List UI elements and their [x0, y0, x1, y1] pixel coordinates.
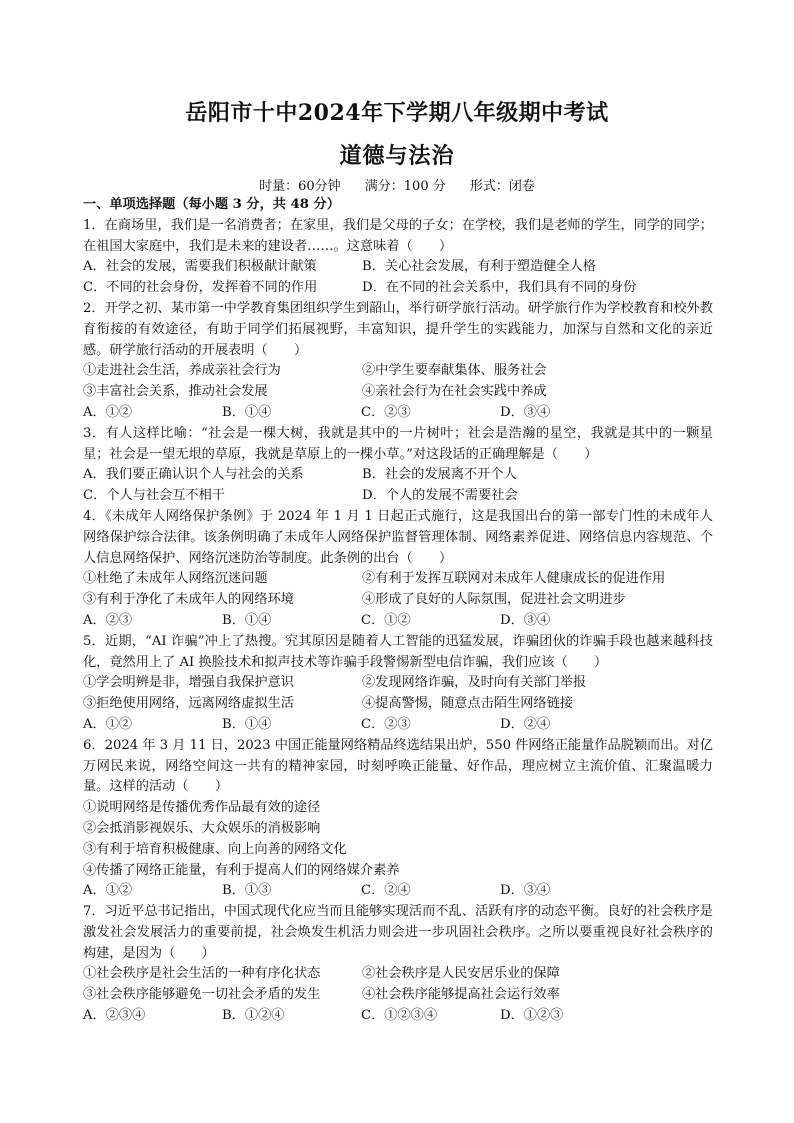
question-7-answers	[83, 1006, 713, 1027]
question-5-item-2: ②发现网络诈骗，及时向有关部门举报	[362, 675, 587, 691]
question-5-items-row-2	[83, 694, 713, 715]
question-6-item-1: ①说明网络是传播优秀作品最有效的途径	[83, 800, 321, 816]
exam-title: 岳阳市十中2024年下学期八年级期中考试	[185, 100, 609, 126]
question-4-stem: 4．《未成年人网络保护条例》于 2024 年 1 月 1 日起正式施行，这是我国出台的第一部专门性的未成年人网络保护综合法律。该条例明确了未成年人网络保护监督管理体制、网络素养促进、网络信息内容规范、个人信息网络保护、网络沉迷防治等制度。此条例的出台（ ）	[83, 508, 713, 566]
question-5-answer-d: D．②④	[500, 716, 551, 732]
question-6-item-3: ③有利于培育积极健康、向上向善的网络文化	[83, 841, 347, 857]
question-3-option-d: D．个人的发展不需要社会	[362, 488, 518, 504]
question-3-option-b: B．社会的发展离不开个人	[362, 467, 517, 483]
question-5-item-1: ①学会明辨是非，增强自我保护意识	[83, 675, 294, 691]
exam-score: 满分：100 分	[364, 179, 446, 194]
question-2-answer-c: C．②③	[361, 404, 411, 420]
question-3-option-a: A．我们要正确认识个人与社会的关系	[83, 467, 304, 483]
question-7-item-4: ④社会秩序能够提高社会运行效率	[362, 987, 560, 1003]
question-1-option-b: B．关心社会发展，有利于塑造健全人格	[362, 259, 596, 275]
question-6-answer-c: C．②④	[361, 883, 411, 899]
question-7-items-row-2	[83, 985, 713, 1006]
question-1-options-row-1	[83, 257, 713, 278]
question-4-item-2: ②有利于发挥互联网对未成年人健康成长的促进作用	[362, 571, 666, 587]
question-6-answer-d: D．③④	[500, 883, 551, 899]
question-5-item-3: ③拒绝使用网络，远离网络虚拟生活	[83, 696, 294, 712]
question-2-answer-d: D．③④	[500, 404, 551, 420]
question-2-stem: 2．开学之初、某市第一中学教育集团组织学生到韶山，举行研学旅行活动。研学旅行作为学校教育和校外教育衔接的有效途径，有助于同学们拓展视野，丰富知识，提升学生的实践能力，加深与自然和文化的亲近感。研学旅行活动的开展表明（ ）	[83, 300, 713, 358]
question-4-item-3: ③有利于净化了未成年人的网络环境	[83, 592, 294, 608]
subject-title: 道德与法治	[339, 143, 455, 169]
question-2-items-row-1	[83, 361, 713, 382]
question-5-items-row-1	[83, 673, 713, 694]
question-1-stem: 1．在商场里，我们是一名消费者；在家里，我们是父母的子女；在学校，我们是老师的学生，同学的同学；在祖国大家庭中，我们是未来的建设者……。这意味着（ ）	[83, 217, 713, 254]
question-5-item-4: ④提高警惕，随意点击陌生网络链接	[362, 696, 573, 712]
question-3-options-row-2	[83, 486, 713, 507]
question-2-item-3: ③丰富社会关系，推动社会发展	[83, 384, 268, 400]
question-2-answers	[83, 403, 713, 424]
question-2-answer-a: A．①②	[83, 404, 133, 420]
question-2-item-1: ①走进社会生活，养成亲社会行为	[83, 363, 281, 379]
question-7-stem: 7．习近平总书记指出，中国式现代化应当而且能够实现活而不乱、活跃有序的动态平衡。良好的社会秩序是激发社会发展活力的重要前提，社会焕发生机活力则会进一步巩固社会秩序。之所以要重视良好社会秩序的构建，是因为（ ）	[83, 904, 713, 961]
question-5-answer-a: A．①②	[83, 716, 133, 732]
question-4-answer-b: B．①④	[222, 612, 272, 628]
question-4-answers	[83, 611, 713, 632]
question-4-items-row-1	[83, 569, 713, 590]
question-2-item-2: ②中学生要奉献集体、服务社会	[362, 363, 547, 379]
question-4-item-1: ①杜绝了未成年人网络沉迷问题	[83, 571, 268, 587]
question-3-options-row-1	[83, 465, 713, 486]
question-2-item-4: ④亲社会行为在社会实践中养成	[362, 384, 547, 400]
question-1-option-d: D．在不同的社会关系中，我们具有不同的身份	[362, 280, 637, 296]
question-6-item-4: ④传播了网络正能量，有利于提高人们的网络媒介素养	[83, 862, 400, 878]
question-4-answer-d: D．③④	[500, 612, 551, 628]
question-5-answer-b: B．①④	[222, 716, 272, 732]
question-7-answer-d: D．①②③	[500, 1008, 564, 1024]
question-3-stem: 3．有人这样比喻：“社会是一棵大树，我就是其中的一片树叶；社会是浩瀚的星空，我就是其中的一颗星星；社会是一望无垠的草原，我就是草原上的一棵小草。”对这段话的正确理解是（ ）	[83, 425, 713, 462]
question-5-answers	[83, 715, 713, 736]
question-2-items-row-2	[83, 382, 713, 403]
question-2-answer-b: B．①④	[222, 404, 272, 420]
exam-meta	[0, 175, 794, 194]
question-5-stem: 5．近期，“AI 诈骗”冲上了热搜。究其原因是随着人工智能的迅猛发展，诈骗团伙的诈骗手段也越来越科技化，竟然用上了 AI 换脸技术和拟声技术等诈骗手段警惕新型电信诈骗，我们应该（ ）	[83, 633, 713, 670]
question-6-answer-a: A．①②	[83, 883, 133, 899]
question-4-answer-a: A．②③	[83, 612, 133, 628]
question-6-item-2: ②会抵消影视娱乐、大众娱乐的消极影响	[83, 820, 321, 836]
exam-form: 形式：闭卷	[469, 179, 535, 194]
question-6-answers	[83, 881, 713, 902]
question-4-answer-c: C．①②	[361, 612, 411, 628]
question-6-stem: 6．2024 年 3 月 11 日，2023 中国正能量网络精品终选结果出炉，550 件网络正能量作品脱颖而出。对亿万网民来说，网络空间这一共有的精神家园，时刻呼唤正能量、好作品，理应树立主流价值、汇聚温暖力量。这样的活动（ ）	[83, 737, 713, 795]
exam-content	[83, 195, 713, 1027]
question-7-answer-c: C．①②③④	[361, 1008, 438, 1024]
question-1-options-row-2	[83, 278, 713, 299]
question-6-answer-b: B．①③	[222, 883, 272, 899]
question-7-answer-b: B．①②④	[222, 1008, 285, 1024]
question-5-answer-c: C．②③	[361, 716, 411, 732]
question-3-option-c: C．个人与社会互不相干	[83, 488, 225, 504]
question-1-option-a: A．社会的发展，需要我们积极献计献策	[83, 259, 317, 275]
section-heading: 一、单项选择题（每小题 3 分，共 48 分）	[83, 197, 340, 212]
question-4-item-4: ④形成了良好的人际氛围，促进社会文明进步	[362, 592, 626, 608]
question-7-item-1: ①社会秩序是社会生活的一种有序化状态	[83, 966, 321, 982]
question-7-answer-a: A．②③④	[83, 1008, 146, 1024]
exam-time: 时量：60分钟	[259, 179, 341, 194]
question-7-item-3: ③社会秩序能够避免一切社会矛盾的发生	[83, 987, 321, 1003]
question-4-items-row-2	[83, 590, 713, 611]
question-7-items-row-1	[83, 964, 713, 985]
question-1-option-c: C．不同的社会身份，发挥着不同的作用	[83, 280, 318, 296]
question-7-item-2: ②社会秩序是人民安居乐业的保障	[362, 966, 560, 982]
